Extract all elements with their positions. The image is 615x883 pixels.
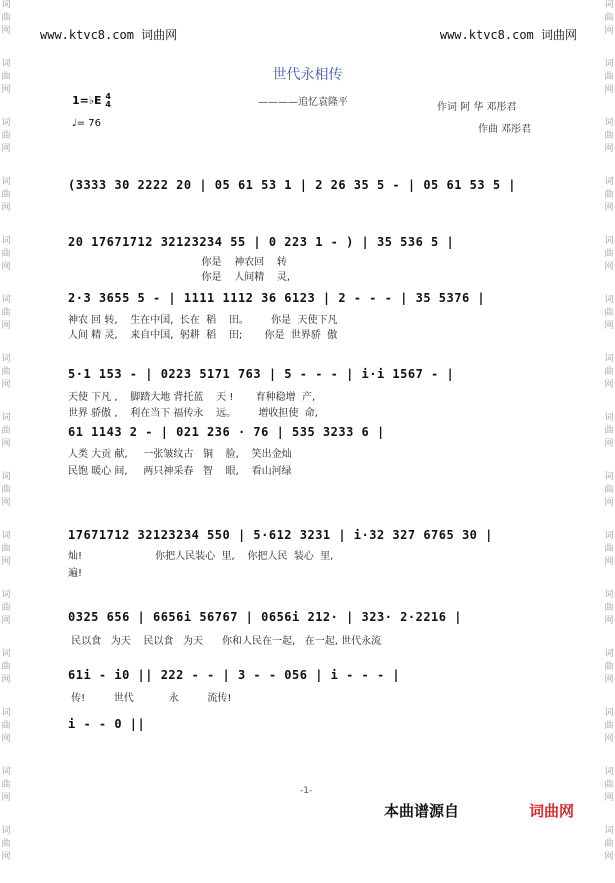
lyric-line-2a: 你是 神农回 转 [68,257,287,268]
side-watermark-char: 曲 [1,603,11,613]
side-watermark-char: 曲 [604,72,614,82]
side-watermark-char: 词 [1,531,11,541]
side-watermark-gap [0,157,12,175]
side-watermark-char: 词 [1,295,11,305]
side-watermark-char: 词 [1,826,11,836]
side-watermark-gap [603,334,615,352]
score-line-2: 20 17671712 32123234 55 | 0 223 1 - ) | 35 536 5 | [68,235,455,249]
lyric-line-6a: 灿! 你把人民装心 里, 你把人民 装心 里, [68,551,334,562]
lyric-line-7a: 民以食 为天 民以食 为天 你和人民在一起, 在一起, 世代永流 [68,636,382,647]
side-watermark-gap [603,393,615,411]
side-watermark-gap [603,98,615,116]
side-watermark-char: 曲 [604,603,614,613]
side-watermark-char: 曲 [1,131,11,141]
site-watermark-right: www.ktvc8.com 词曲网 [439,28,577,42]
side-watermark-gap [0,629,12,647]
side-watermark-char: 词 [1,708,11,718]
side-watermark-char: 网 [604,616,614,626]
side-watermark-char: 词 [1,236,11,246]
side-watermark-char: 曲 [604,721,614,731]
key-label: 1=♭E [72,94,102,107]
side-watermark-char: 曲 [1,308,11,318]
lyric-line-6b: 遍! [68,568,83,579]
side-watermark-char: 网 [604,557,614,567]
lyric-line-3a: 神农 回 转, 生在中国, 长在 稻 田。 你是 天使下凡 [68,315,338,326]
side-watermark-char: 网 [1,793,11,803]
side-watermark-char: 词 [604,708,614,718]
side-watermark-char: 曲 [1,544,11,554]
side-watermark-char: 词 [604,236,614,246]
side-watermark-char: 词 [604,413,614,423]
side-watermark-char: 曲 [1,485,11,495]
side-watermark-gap [603,275,615,293]
side-watermark-char: 词 [604,59,614,69]
lyric-line-5a: 人类 大贡 献, 一张皱纹古 铜 脸, 笑出金灿 [68,449,292,460]
side-watermark-char: 网 [1,85,11,95]
side-watermark-char: 网 [604,321,614,331]
side-watermark-gap [0,747,12,765]
lyric-line-4b: 世界 骄傲 , 利在当下 福传永 远。 增收担使 命, [68,408,318,419]
side-watermark-gap [603,216,615,234]
side-watermark-gap [603,865,615,883]
side-watermark-char: 词 [1,767,11,777]
side-watermark-char: 网 [604,675,614,685]
score-line-4: 5·1 153 - | 0223 5171 763 | 5 - - - | i·i 1567 - | [68,367,455,381]
score-line-5: 61 1143 2 - | 021 236 · 76 | 535 3233 6 | [68,425,385,439]
left-side-watermark [0,0,12,862]
side-watermark-char: 曲 [1,721,11,731]
lyric-line-3b: 人间 精 灵, 来自中国, 躬耕 稻 田; 你是 世界骄 傲 [68,330,338,341]
time-bottom: 4 [105,100,111,109]
side-watermark-char: 网 [604,793,614,803]
side-watermark-gap [0,806,12,824]
side-watermark-char: 词 [604,649,614,659]
side-watermark-char: 曲 [1,190,11,200]
side-watermark-char: 网 [1,380,11,390]
side-watermark-char: 曲 [1,72,11,82]
song-subtitle: ————追忆袁隆平 [258,97,348,108]
side-watermark-gap [0,452,12,470]
side-watermark-char: 词 [1,590,11,600]
side-watermark-char: 词 [1,649,11,659]
side-watermark-char: 网 [1,734,11,744]
side-watermark-char: 网 [604,734,614,744]
side-watermark-gap [603,570,615,588]
side-watermark-char: 词 [604,590,614,600]
score-line-1: (3333 30 2222 20 | 05 61 53 1 | 2 26 35 5 - | 05 61 53 5 | [68,178,517,192]
side-watermark-char: 词 [1,177,11,187]
lyric-line-4a: 天使 下凡 , 脚踏大地 背托蓝 天 ! 育种稳增 产, [68,392,316,403]
score-line-7: 0325 656 | 6656i 56767 | 0656i 212· | 323· 2·2216 | [68,610,462,624]
lyric-line-2b: 你是 人间精 灵, [68,272,291,283]
side-watermark-char: 曲 [604,780,614,790]
composer-credit: 作曲 邓彤君 [478,124,532,135]
lyric-line-5b: 民饱 暖心 间, 两只神采春 智 眼, 看山河绿 [68,466,292,477]
side-watermark-char: 曲 [1,249,11,259]
side-watermark-char: 词 [604,295,614,305]
tempo-marking: ♩= 76 [72,118,101,129]
side-watermark-char: 网 [1,144,11,154]
site-watermark-left: www.ktvc8.com 词曲网 [40,28,178,42]
side-watermark-gap [0,570,12,588]
right-side-watermark [603,0,615,862]
side-watermark-char: 曲 [604,839,614,849]
side-watermark-gap [603,629,615,647]
side-watermark-char: 网 [1,203,11,213]
lyric-line-8a: 传! 世代 永 流传! [68,693,232,704]
side-watermark-char: 词 [604,472,614,482]
side-watermark-gap [603,452,615,470]
side-watermark-gap [0,511,12,529]
side-watermark-gap [603,511,615,529]
side-watermark-char: 网 [604,203,614,213]
key-signature [72,93,111,109]
side-watermark-gap [0,688,12,706]
side-watermark-char: 词 [604,826,614,836]
side-watermark-gap [0,275,12,293]
side-watermark-gap [0,865,12,883]
side-watermark-char: 曲 [604,367,614,377]
side-watermark-char: 曲 [1,839,11,849]
side-watermark-char: 曲 [604,249,614,259]
side-watermark-char: 词 [604,0,614,10]
side-watermark-char: 网 [1,26,11,36]
side-watermark-char: 词 [604,118,614,128]
side-watermark-char: 网 [1,616,11,626]
side-watermark-char: 曲 [604,13,614,23]
side-watermark-char: 网 [1,498,11,508]
side-watermark-char: 网 [604,380,614,390]
side-watermark-char: 网 [604,439,614,449]
side-watermark-gap [603,688,615,706]
side-watermark-char: 词 [1,354,11,364]
time-top: 4 [105,92,111,101]
side-watermark-char: 曲 [1,426,11,436]
score-line-3: 2·3 3655 5 - | 1111 1112 36 6123 | 2 - - - | 35 5376 | [68,291,486,305]
side-watermark-char: 网 [604,144,614,154]
side-watermark-gap [0,334,12,352]
side-watermark-gap [603,39,615,57]
side-watermark-char: 词 [604,177,614,187]
side-watermark-char: 曲 [604,544,614,554]
side-watermark-char: 网 [1,675,11,685]
side-watermark-char: 曲 [1,662,11,672]
side-watermark-char: 词 [1,118,11,128]
side-watermark-char: 曲 [604,426,614,436]
brand-logo-text: 词曲网 [529,802,575,820]
side-watermark-gap [603,806,615,824]
side-watermark-char: 曲 [604,308,614,318]
side-watermark-gap [0,98,12,116]
side-watermark-gap [603,157,615,175]
side-watermark-char: 曲 [604,485,614,495]
side-watermark-char: 词 [1,413,11,423]
side-watermark-gap [0,393,12,411]
side-watermark-gap [0,39,12,57]
lyricist-credit: 作词 阿 华 邓彤君 [437,102,517,113]
side-watermark-char: 词 [604,767,614,777]
side-watermark-char: 词 [604,354,614,364]
side-watermark-char: 网 [1,557,11,567]
side-watermark-char: 曲 [604,131,614,141]
side-watermark-gap [0,216,12,234]
score-line-6: 17671712 32123234 550 | 5·612 3231 | i·32 327 6765 30 | [68,528,493,542]
side-watermark-char: 网 [1,321,11,331]
time-signature [105,93,111,109]
side-watermark-char: 词 [1,472,11,482]
side-watermark-char: 词 [604,531,614,541]
side-watermark-char: 曲 [604,662,614,672]
score-line-9: i - - 0 || [68,717,146,731]
side-watermark-char: 曲 [1,367,11,377]
side-watermark-char: 网 [604,26,614,36]
side-watermark-char: 词 [1,59,11,69]
page-number: -1- [300,786,313,796]
side-watermark-char: 网 [1,439,11,449]
side-watermark-char: 曲 [1,780,11,790]
side-watermark-char: 词 [1,0,11,10]
side-watermark-char: 曲 [604,190,614,200]
side-watermark-char: 网 [1,852,11,862]
side-watermark-char: 网 [1,262,11,272]
source-label: 本曲谱源自 [384,802,460,820]
side-watermark-char: 网 [604,85,614,95]
song-title: 世代永相传 [272,67,343,83]
side-watermark-char: 网 [604,262,614,272]
side-watermark-gap [603,747,615,765]
side-watermark-char: 网 [604,852,614,862]
side-watermark-char: 曲 [1,13,11,23]
side-watermark-char: 网 [604,498,614,508]
score-line-8: 61i - i0 || 222 - - | 3 - - 056 | i - - - | [68,668,401,682]
